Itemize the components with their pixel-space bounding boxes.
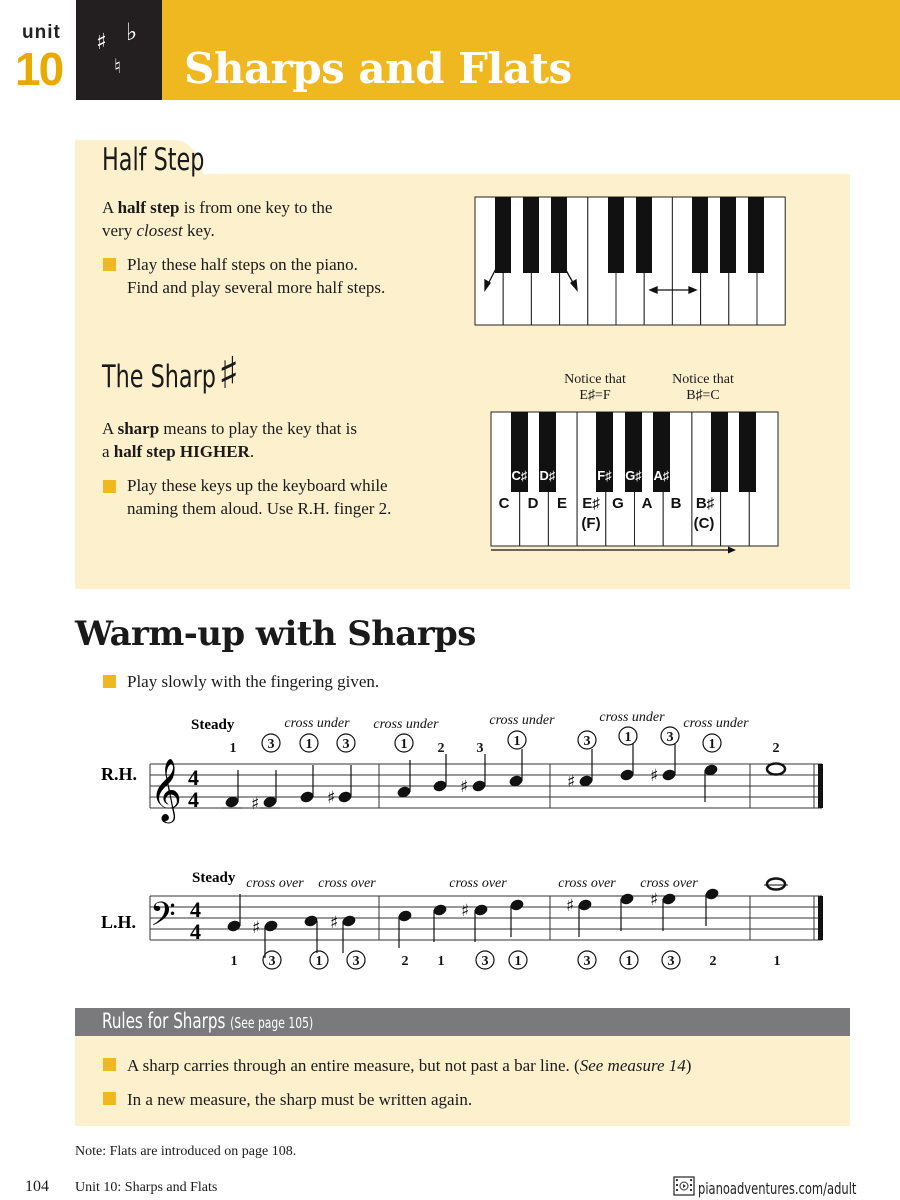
website-link[interactable]: pianoadventures.com/adult <box>698 1179 857 1198</box>
svg-text:1: 1 <box>230 954 238 969</box>
sharp-icon: ♯ <box>218 348 240 399</box>
lh-label: L.H. <box>101 912 137 932</box>
tempo-marking: Steady <box>191 717 235 733</box>
page-number: 104 <box>25 1178 49 1195</box>
key-label: A♯ <box>653 468 670 483</box>
half-step-heading: Half Step <box>102 142 205 178</box>
rules-panel <box>75 1036 850 1126</box>
svg-text:3: 3 <box>352 954 360 969</box>
rule-2: In a new measure, the sharp must be written again. <box>127 1090 473 1109</box>
key-label: B♯ <box>695 495 715 512</box>
bullet-icon <box>103 675 116 688</box>
svg-text:1: 1 <box>514 954 522 969</box>
warmup-title: Warm-up with Sharps <box>75 614 476 654</box>
svg-text:3: 3 <box>583 734 591 749</box>
svg-text:♯: ♯ <box>330 913 339 933</box>
svg-text:♯: ♯ <box>460 777 469 797</box>
sharp-heading: The Sharp <box>102 359 216 395</box>
final-barline <box>818 896 823 940</box>
svg-text:♯: ♯ <box>566 896 575 916</box>
svg-text:1: 1 <box>513 734 521 749</box>
half-step-instruction: Play these half steps on the piano. Find and play several more half steps. <box>127 255 386 297</box>
half-step-keyboard <box>470 192 792 330</box>
svg-text:1: 1 <box>625 954 633 969</box>
svg-text:3: 3 <box>342 737 350 752</box>
svg-text:cross under: cross under <box>284 716 350 731</box>
svg-text:3: 3 <box>481 954 489 969</box>
bullet-icon <box>103 1092 116 1105</box>
svg-text:cross over: cross over <box>640 876 698 891</box>
svg-text:1: 1 <box>437 954 445 969</box>
rh-fingering <box>230 727 780 756</box>
accidentals-symbol-box <box>76 0 162 100</box>
white-keys <box>475 197 785 325</box>
bass-clef-icon: 𝄢 <box>150 896 176 942</box>
svg-text:cross under: cross under <box>683 716 749 731</box>
svg-text:♯: ♯ <box>567 772 576 792</box>
bass-staff <box>150 896 822 940</box>
time-sig-bottom: 4 <box>188 787 199 812</box>
svg-text:cross under: cross under <box>489 713 555 728</box>
notice-b-sharp: Notice that B♯=C <box>672 372 734 403</box>
svg-text:2: 2 <box>437 741 445 756</box>
time-sig-bottom: 4 <box>190 919 201 944</box>
svg-text:cross over: cross over <box>246 876 304 891</box>
time-sig-top: 4 <box>188 765 199 790</box>
svg-text:1: 1 <box>708 737 716 752</box>
svg-text:1: 1 <box>400 737 408 752</box>
key-label: G <box>612 495 624 512</box>
svg-text:♯: ♯ <box>251 794 260 814</box>
svg-text:1: 1 <box>229 741 237 756</box>
key-label: D <box>527 495 539 512</box>
svg-text:3: 3 <box>268 954 276 969</box>
lh-expressions <box>246 876 698 891</box>
svg-text:cross over: cross over <box>558 876 616 891</box>
key-label: F♯ <box>597 468 612 483</box>
video-film-icon <box>673 1176 695 1196</box>
page-title: Sharps and Flats <box>184 44 572 93</box>
time-sig-top: 4 <box>190 897 201 922</box>
svg-text:1: 1 <box>773 954 781 969</box>
svg-text:♯: ♯ <box>327 788 336 808</box>
svg-text:cross over: cross over <box>449 876 507 891</box>
key-label: A <box>641 495 653 512</box>
svg-text:cross under: cross under <box>599 710 665 725</box>
warmup-score <box>0 700 900 980</box>
svg-text:3: 3 <box>667 954 675 969</box>
svg-text:3: 3 <box>476 741 484 756</box>
running-title: Unit 10: Sharps and Flats <box>75 1180 218 1195</box>
svg-text:cross under: cross under <box>373 717 439 732</box>
svg-text:3: 3 <box>267 737 275 752</box>
svg-text:2: 2 <box>772 741 780 756</box>
lh-fingering <box>231 951 781 969</box>
unit-label: unit <box>22 22 61 43</box>
rh-notes <box>222 743 785 808</box>
half-step-definition: A half step is from one key to the very closest key. <box>102 198 333 240</box>
rh-sharps <box>251 766 658 814</box>
svg-text:3: 3 <box>666 730 674 745</box>
svg-text:♯: ♯ <box>650 890 659 910</box>
svg-text:1: 1 <box>624 730 632 745</box>
svg-text:1: 1 <box>315 954 323 969</box>
key-label: E♯ <box>582 495 600 512</box>
svg-text:3: 3 <box>583 954 591 969</box>
svg-text:♯: ♯ <box>461 901 470 921</box>
lh-sharps <box>252 890 658 938</box>
svg-text:2: 2 <box>401 954 409 969</box>
rule-1: A sharp carries through an entire measure, but not past a bar line. (See measure 14) <box>127 1056 692 1075</box>
sharp-symbol-icon: ♯ <box>96 30 107 55</box>
notice-e-sharp: Notice that E♯=F <box>564 372 626 403</box>
treble-clef-icon: 𝄞 <box>150 758 182 821</box>
sharp-definition: A sharp means to play the key that is a half step HIGHER. <box>102 419 357 461</box>
footnote: Note: Flats are introduced on page 108. <box>75 1144 297 1159</box>
key-sub-label: (F) <box>581 515 601 532</box>
sharp-keyboard <box>487 408 782 560</box>
unit-number: 10 <box>15 43 63 95</box>
rh-expressions <box>284 710 749 732</box>
svg-text:cross over: cross over <box>318 876 376 891</box>
svg-text:1: 1 <box>305 737 313 752</box>
final-barline <box>818 764 823 808</box>
tempo-marking: Steady <box>192 870 236 886</box>
key-label: E <box>556 495 568 512</box>
sharp-instruction: Play these keys up the keyboard while naming them aloud. Use R.H. finger 2. <box>127 476 392 518</box>
key-label: G♯ <box>625 468 642 483</box>
warmup-instruction: Play slowly with the fingering given. <box>127 672 380 691</box>
bullet-icon <box>103 1058 116 1071</box>
rules-title: Rules for Sharps (See page 105) <box>102 1009 314 1033</box>
svg-text:♯: ♯ <box>252 918 261 938</box>
direction-arrow <box>491 547 736 554</box>
key-label: C♯ <box>511 468 528 483</box>
key-label: C <box>498 495 510 512</box>
rh-label: R.H. <box>101 764 137 784</box>
svg-text:♯: ♯ <box>650 766 659 786</box>
natural-symbol-icon: ♮ <box>114 54 122 78</box>
key-label: B <box>670 495 682 512</box>
bullet-icon <box>103 258 116 271</box>
bullet-icon <box>103 480 116 493</box>
svg-text:2: 2 <box>709 954 717 969</box>
key-sub-label: (C) <box>693 515 715 532</box>
flat-symbol-icon: ♭ <box>126 18 138 46</box>
key-label: D♯ <box>539 468 556 483</box>
